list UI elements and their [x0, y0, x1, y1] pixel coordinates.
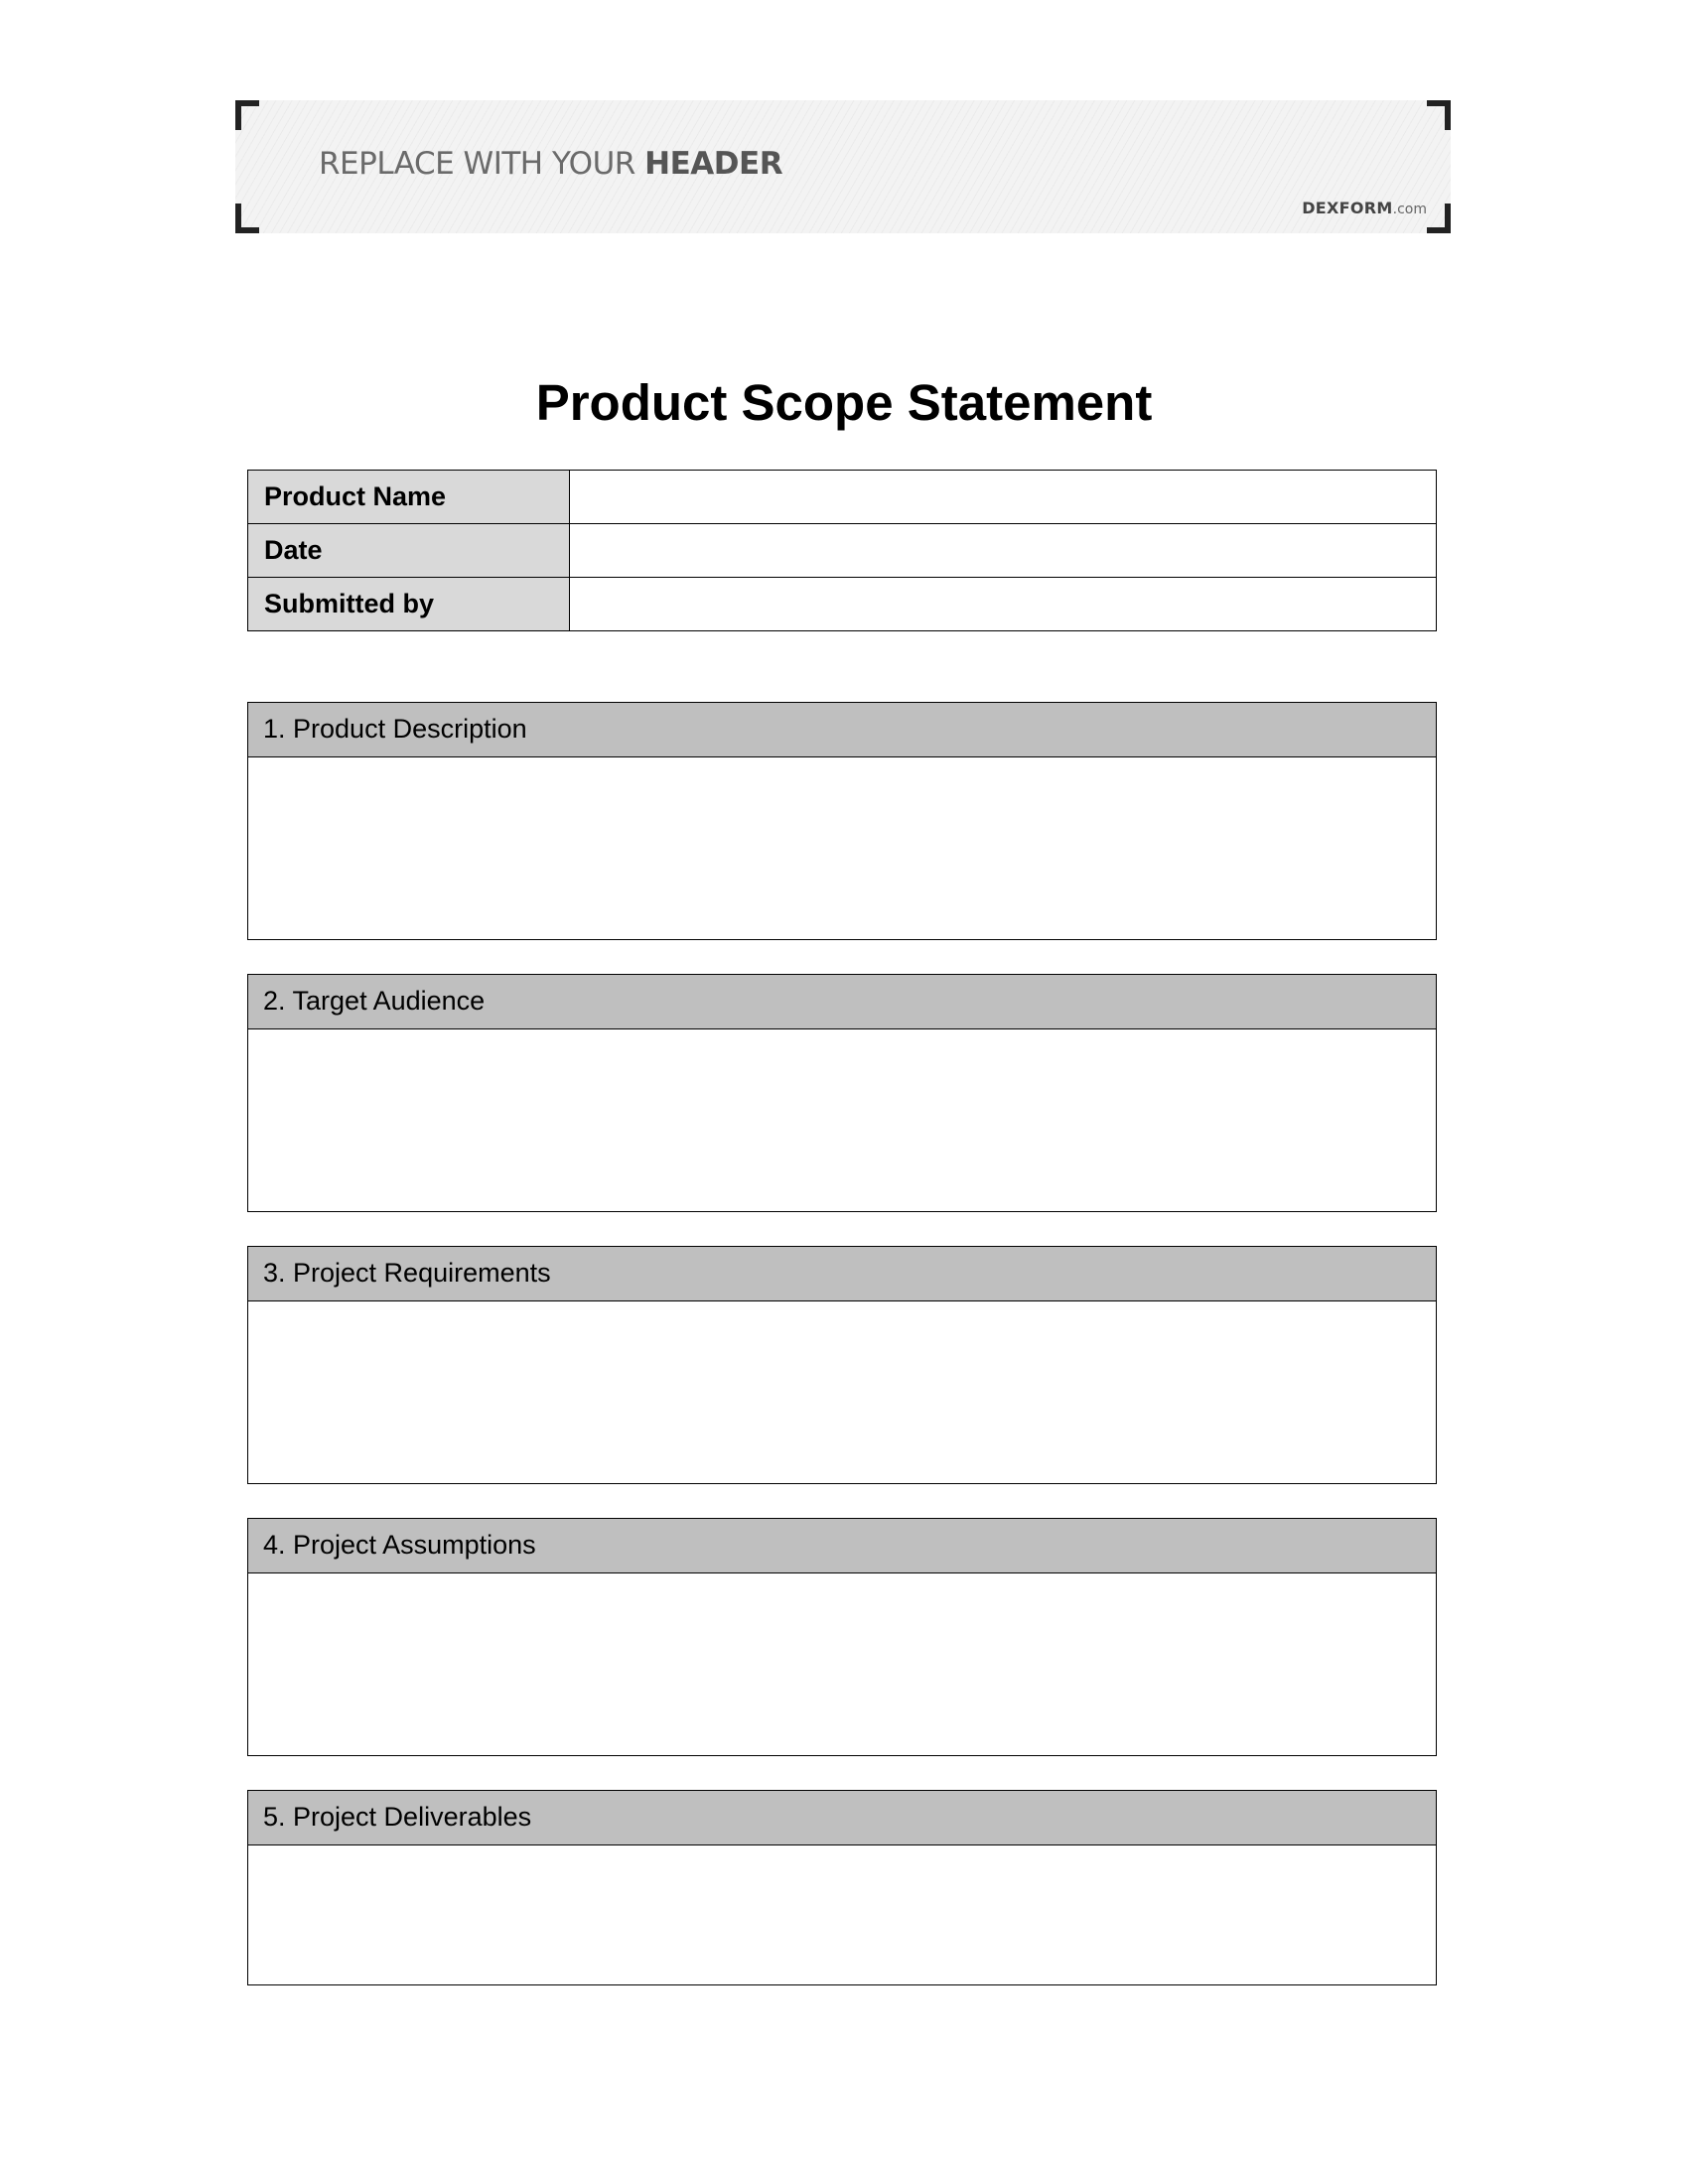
brand-logo — [1302, 199, 1427, 217]
product-description-field[interactable] — [248, 757, 1436, 939]
corner-mark-top-right — [1427, 100, 1451, 130]
info-row-date — [248, 524, 1437, 578]
project-deliverables-field[interactable] — [248, 1845, 1436, 1984]
info-row-product-name — [248, 471, 1437, 524]
header-banner — [235, 100, 1451, 233]
product-name-label: Product Name — [248, 471, 570, 524]
section-project-requirements — [247, 1246, 1437, 1484]
info-table — [247, 470, 1437, 631]
header-text-bold: HEADER — [644, 146, 783, 182]
corner-mark-bottom-left — [235, 204, 259, 233]
header-text-normal: REPLACE WITH YOUR — [319, 146, 645, 182]
section-target-audience — [247, 974, 1437, 1212]
info-row-submitted-by — [248, 578, 1437, 631]
section-project-deliverables — [247, 1790, 1437, 1985]
corner-mark-top-left — [235, 100, 259, 130]
header-placeholder-text — [319, 146, 782, 182]
section-heading: 5. Project Deliverables — [248, 1791, 1436, 1845]
project-requirements-field[interactable] — [248, 1301, 1436, 1483]
project-assumptions-field[interactable] — [248, 1573, 1436, 1755]
page-title: Product Scope Statement — [535, 374, 1153, 431]
corner-mark-bottom-right — [1427, 204, 1451, 233]
section-heading: 2. Target Audience — [248, 975, 1436, 1029]
brand-name: DEXFORM — [1302, 199, 1393, 217]
section-product-description — [247, 702, 1437, 940]
submitted-by-field[interactable] — [570, 578, 1437, 631]
submitted-by-label: Submitted by — [248, 578, 570, 631]
section-heading: 4. Project Assumptions — [248, 1519, 1436, 1573]
product-name-field[interactable] — [570, 471, 1437, 524]
date-field[interactable] — [570, 524, 1437, 578]
section-heading: 1. Product Description — [248, 703, 1436, 757]
date-label: Date — [248, 524, 570, 578]
brand-suffix: .com — [1392, 202, 1427, 217]
target-audience-field[interactable] — [248, 1029, 1436, 1211]
section-project-assumptions — [247, 1518, 1437, 1756]
section-heading: 3. Project Requirements — [248, 1247, 1436, 1301]
